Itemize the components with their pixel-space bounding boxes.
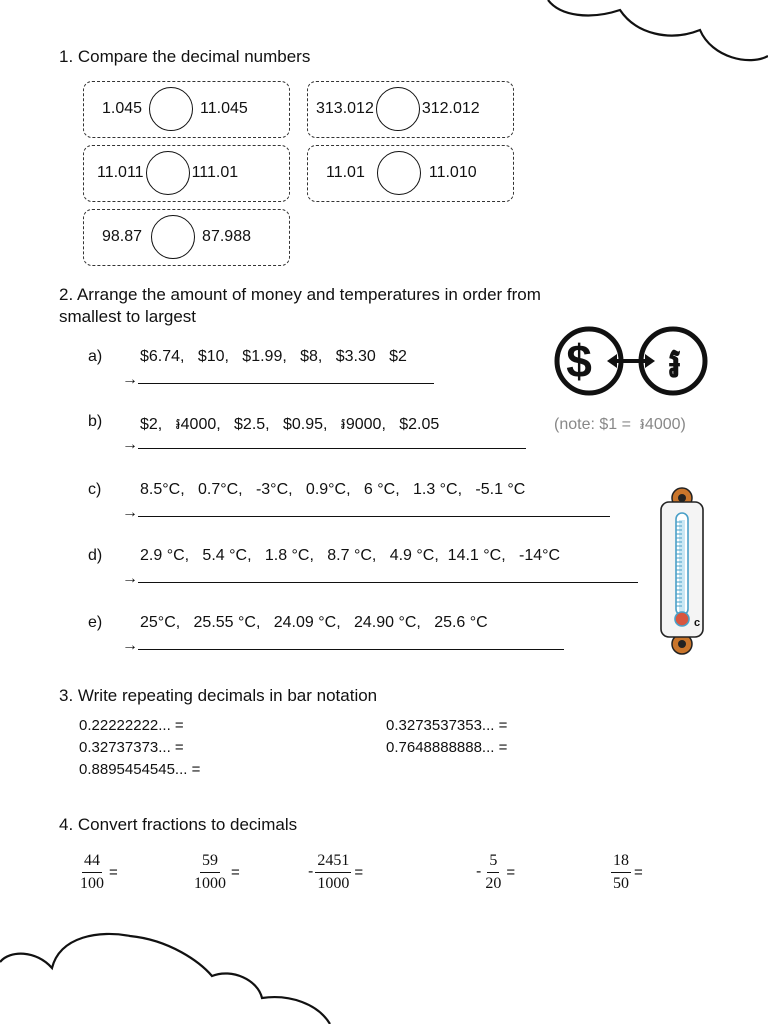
- repeating-decimal-item: 0.22222222... =: [79, 717, 184, 734]
- equals-sign: =: [231, 863, 240, 881]
- answer-underline: [138, 502, 610, 517]
- fraction-denominator: 1000: [194, 874, 226, 892]
- item-d-answer-line[interactable]: [122, 568, 638, 588]
- answer-underline: [138, 635, 564, 650]
- compare-answer-circle[interactable]: [151, 215, 195, 259]
- arrow-icon: →: [122, 436, 138, 453]
- item-a-label: a): [88, 348, 103, 365]
- fraction-numerator: 5: [487, 852, 499, 873]
- item-a-values: $6.74, $10, $1.99, $8, $3.30 $2: [140, 348, 407, 365]
- item-b-values: $2, ៛4000, $2.5, $0.95, ៛9000, $2.05: [140, 416, 440, 433]
- compare-left-value: 98.87: [102, 228, 143, 245]
- item-e-label: e): [88, 614, 103, 631]
- compare-left-value: 11.011: [97, 164, 144, 181]
- answer-underline: [138, 369, 434, 384]
- compare-right-value: 312.012: [421, 100, 480, 117]
- repeating-decimal-item: 0.3273537353... =: [386, 717, 508, 734]
- cloud-top-right-outline: [548, 0, 768, 60]
- compare-row-2: [316, 86, 480, 132]
- compare-right-value: 11.010: [428, 164, 477, 181]
- fraction-item-3: [308, 852, 363, 892]
- q2-title-line1: 2. Arrange the amount of money and temperatures in order from: [59, 285, 541, 304]
- equals-sign: =: [109, 863, 118, 881]
- q4-title: 4. Convert fractions to decimals: [59, 815, 298, 834]
- equals-sign: =: [354, 863, 364, 881]
- arrow-icon: →: [122, 371, 138, 388]
- q3-title: 3. Write repeating decimals in bar notation: [59, 686, 378, 705]
- fraction-item-2: [192, 852, 240, 892]
- riel-symbol: ៛: [668, 338, 682, 387]
- repeating-decimal-item: 0.7648888888... =: [386, 739, 508, 756]
- repeating-decimal-item: 0.8895454545... =: [79, 761, 201, 778]
- fraction-item-5: [611, 852, 643, 892]
- fraction-item-1: [78, 852, 118, 892]
- dollar-symbol: $: [566, 335, 592, 387]
- fraction-numerator: 44: [82, 852, 102, 873]
- item-d-label: d): [88, 547, 103, 564]
- negative-sign: -: [308, 863, 314, 881]
- compare-left-value: 11.01: [326, 164, 365, 181]
- item-c-answer-line[interactable]: [122, 502, 610, 522]
- compare-left-value: 313.012: [316, 100, 374, 117]
- fraction-numerator: 59: [200, 852, 220, 873]
- currency-exchange-icon: [551, 323, 711, 399]
- item-c-label: c): [88, 481, 102, 498]
- fraction-denominator: 50: [613, 874, 629, 892]
- item-b-label: b): [88, 413, 103, 430]
- fraction: [78, 852, 106, 892]
- answer-underline: [138, 568, 638, 583]
- equals-sign: =: [506, 863, 516, 881]
- fraction-numerator: 18: [611, 852, 631, 873]
- compare-right-value: 87.988: [202, 228, 251, 245]
- thermometer-icon: [660, 486, 706, 658]
- cloud-bottom-left-outline: [0, 934, 330, 1024]
- equals-sign: =: [634, 863, 643, 881]
- exchange-rate-note: (note: $1 = ៛4000): [554, 416, 686, 433]
- fraction-numerator: 2451: [315, 852, 351, 873]
- fraction-item-4: [476, 852, 515, 892]
- compare-answer-circle[interactable]: [377, 151, 421, 195]
- q2-title-line2: smallest to largest: [59, 307, 196, 326]
- answer-underline: [138, 434, 526, 449]
- compare-right-value: 111.01: [191, 164, 239, 181]
- item-d-values: 2.9 °C, 5.4 °C, 1.8 °C, 8.7 °C, 4.9 °C, 14.1 °C, -14°C: [140, 547, 561, 564]
- arrow-icon: →: [122, 570, 138, 587]
- repeating-decimal-item: 0.32737373... =: [79, 739, 184, 756]
- compare-answer-circle[interactable]: [146, 151, 190, 195]
- fraction-denominator: 20: [485, 874, 502, 892]
- item-c-values: 8.5°C, 0.7°C, -3°C, 0.9°C, 6 °C, 1.3 °C, -5.1 °C: [140, 481, 526, 498]
- thermometer-unit-label: c: [693, 617, 701, 629]
- compare-row-5: [102, 214, 251, 260]
- q1-title: 1. Compare the decimal numbers: [59, 47, 311, 66]
- fraction: [611, 852, 631, 892]
- item-e-values: 25°C, 25.55 °C, 24.09 °C, 24.90 °C, 25.6 °C: [140, 614, 488, 631]
- compare-row-4: [326, 150, 477, 196]
- fraction-denominator: 100: [80, 874, 104, 892]
- compare-right-value: 11.045: [200, 100, 248, 117]
- item-e-answer-line[interactable]: [122, 635, 564, 655]
- item-b-answer-line[interactable]: [122, 434, 526, 454]
- item-a-answer-line[interactable]: [122, 369, 434, 389]
- compare-answer-circle[interactable]: [376, 87, 420, 131]
- compare-answer-circle[interactable]: [149, 87, 193, 131]
- fraction-denominator: 1000: [317, 874, 350, 892]
- compare-row-1: [102, 86, 248, 132]
- arrow-icon: →: [122, 637, 138, 654]
- compare-left-value: 1.045: [102, 100, 143, 117]
- fraction: [192, 852, 228, 892]
- compare-row-3: [97, 150, 238, 196]
- negative-sign: -: [476, 863, 482, 881]
- fraction: [315, 852, 351, 892]
- arrow-icon: →: [122, 504, 138, 521]
- fraction: [483, 852, 503, 892]
